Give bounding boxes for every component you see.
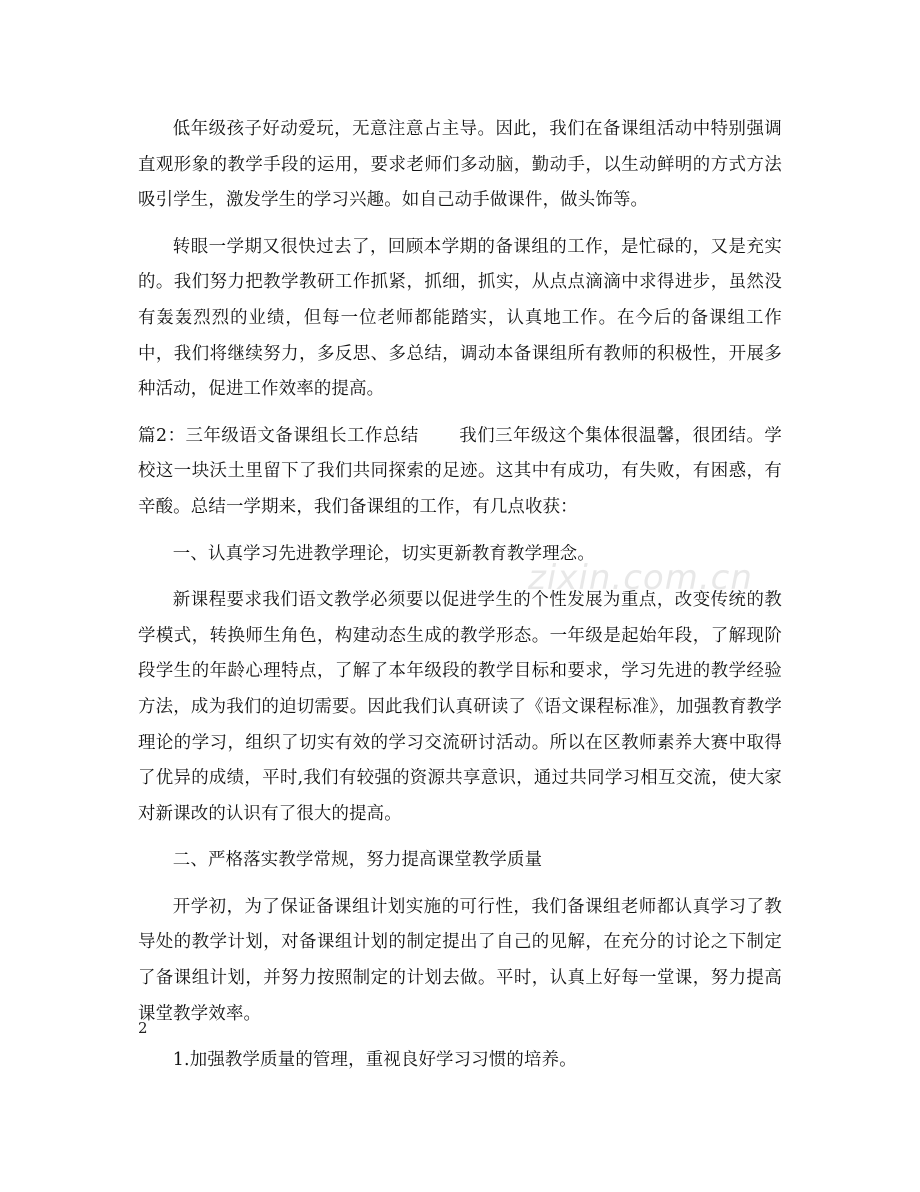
paragraph: 新课程要求我们语文教学必须要以促进学生的个性发展为重点，改变传统的教学模式，转换师生角色，构建动态生成的教学形态。一年级是起始年段，了解现阶段学生的年龄心理特点，了解了本年级段的教学目标和要求，学习先进的教学经验方法，成为我们的迫切需要。因此我们认真研读了《语文课程标准》，加强教育教学理论的学习，组织了切实有效的学习交流研讨活动。所以在区教师素养大赛中取得了优异的成绩，平时,我们有较强的资源共享意识，通过共同学习相互交流，使大家对新课改的认识有了很大的提高。 bbox=[138, 590, 782, 824]
document-body bbox=[138, 112, 782, 1090]
paragraph: 开学初，为了保证备课组计划实施的可行性，我们备课组老师都认真学习了教导处的教学计划，对备课组计划的制定提出了自己的见解，在充分的讨论之下制定了备课组计划，并努力按照制定的计划去做。平时，认真上好每一堂课，努力提高课堂教学效率。 bbox=[138, 896, 782, 1024]
heading-2: 二、严格落实教学常规，努力提高课堂教学质量 bbox=[172, 850, 543, 871]
section-title: 篇2：三年级语文备课组长工作总结 bbox=[138, 425, 419, 446]
watermark: zixin.com.cn bbox=[528, 558, 753, 598]
paragraph: 低年级孩子好动爱玩，无意注意占主导。因此，我们在备课组活动中特别强调直观形象的教学手段的运用，要求老师们多动脑，勤动手，以生动鲜明的方式方法吸引学生，激发学生的学习兴趣。如自己动手做课件，做头饰等。 bbox=[138, 119, 782, 211]
page-number: 2 bbox=[138, 1019, 148, 1037]
paragraph: 转眼一学期又很快过去了，回顾本学期的备课组的工作，是忙碌的，又是充实的。我们努力把教学教研工作抓紧，抓细，抓实，从点点滴滴中求得进步，虽然没有轰轰烈烈的业绩，但每一位老师都能踏实，认真地工作。在今后的备课组工作中，我们将继续努力，多反思、多总结，调动本备课组所有教师的积极性，开展多种活动，促进工作效率的提高。 bbox=[138, 236, 782, 400]
section-paragraph bbox=[138, 419, 782, 526]
heading-1: 一、认真学习先进教学理论，切实更新教育教学理念。 bbox=[172, 543, 595, 564]
section-body: 我们三年级这个集体很温馨，很团结。学校这一块沃土里留下了我们共同探索的足迹。这其中有成功，有失败，有困惑，有辛酸。总结一学期来，我们备课组的工作，有几点收获： bbox=[138, 425, 782, 517]
list-item-heading: 1.加强教学质量的管理，重视良好学习习惯的培养。 bbox=[172, 1050, 577, 1071]
